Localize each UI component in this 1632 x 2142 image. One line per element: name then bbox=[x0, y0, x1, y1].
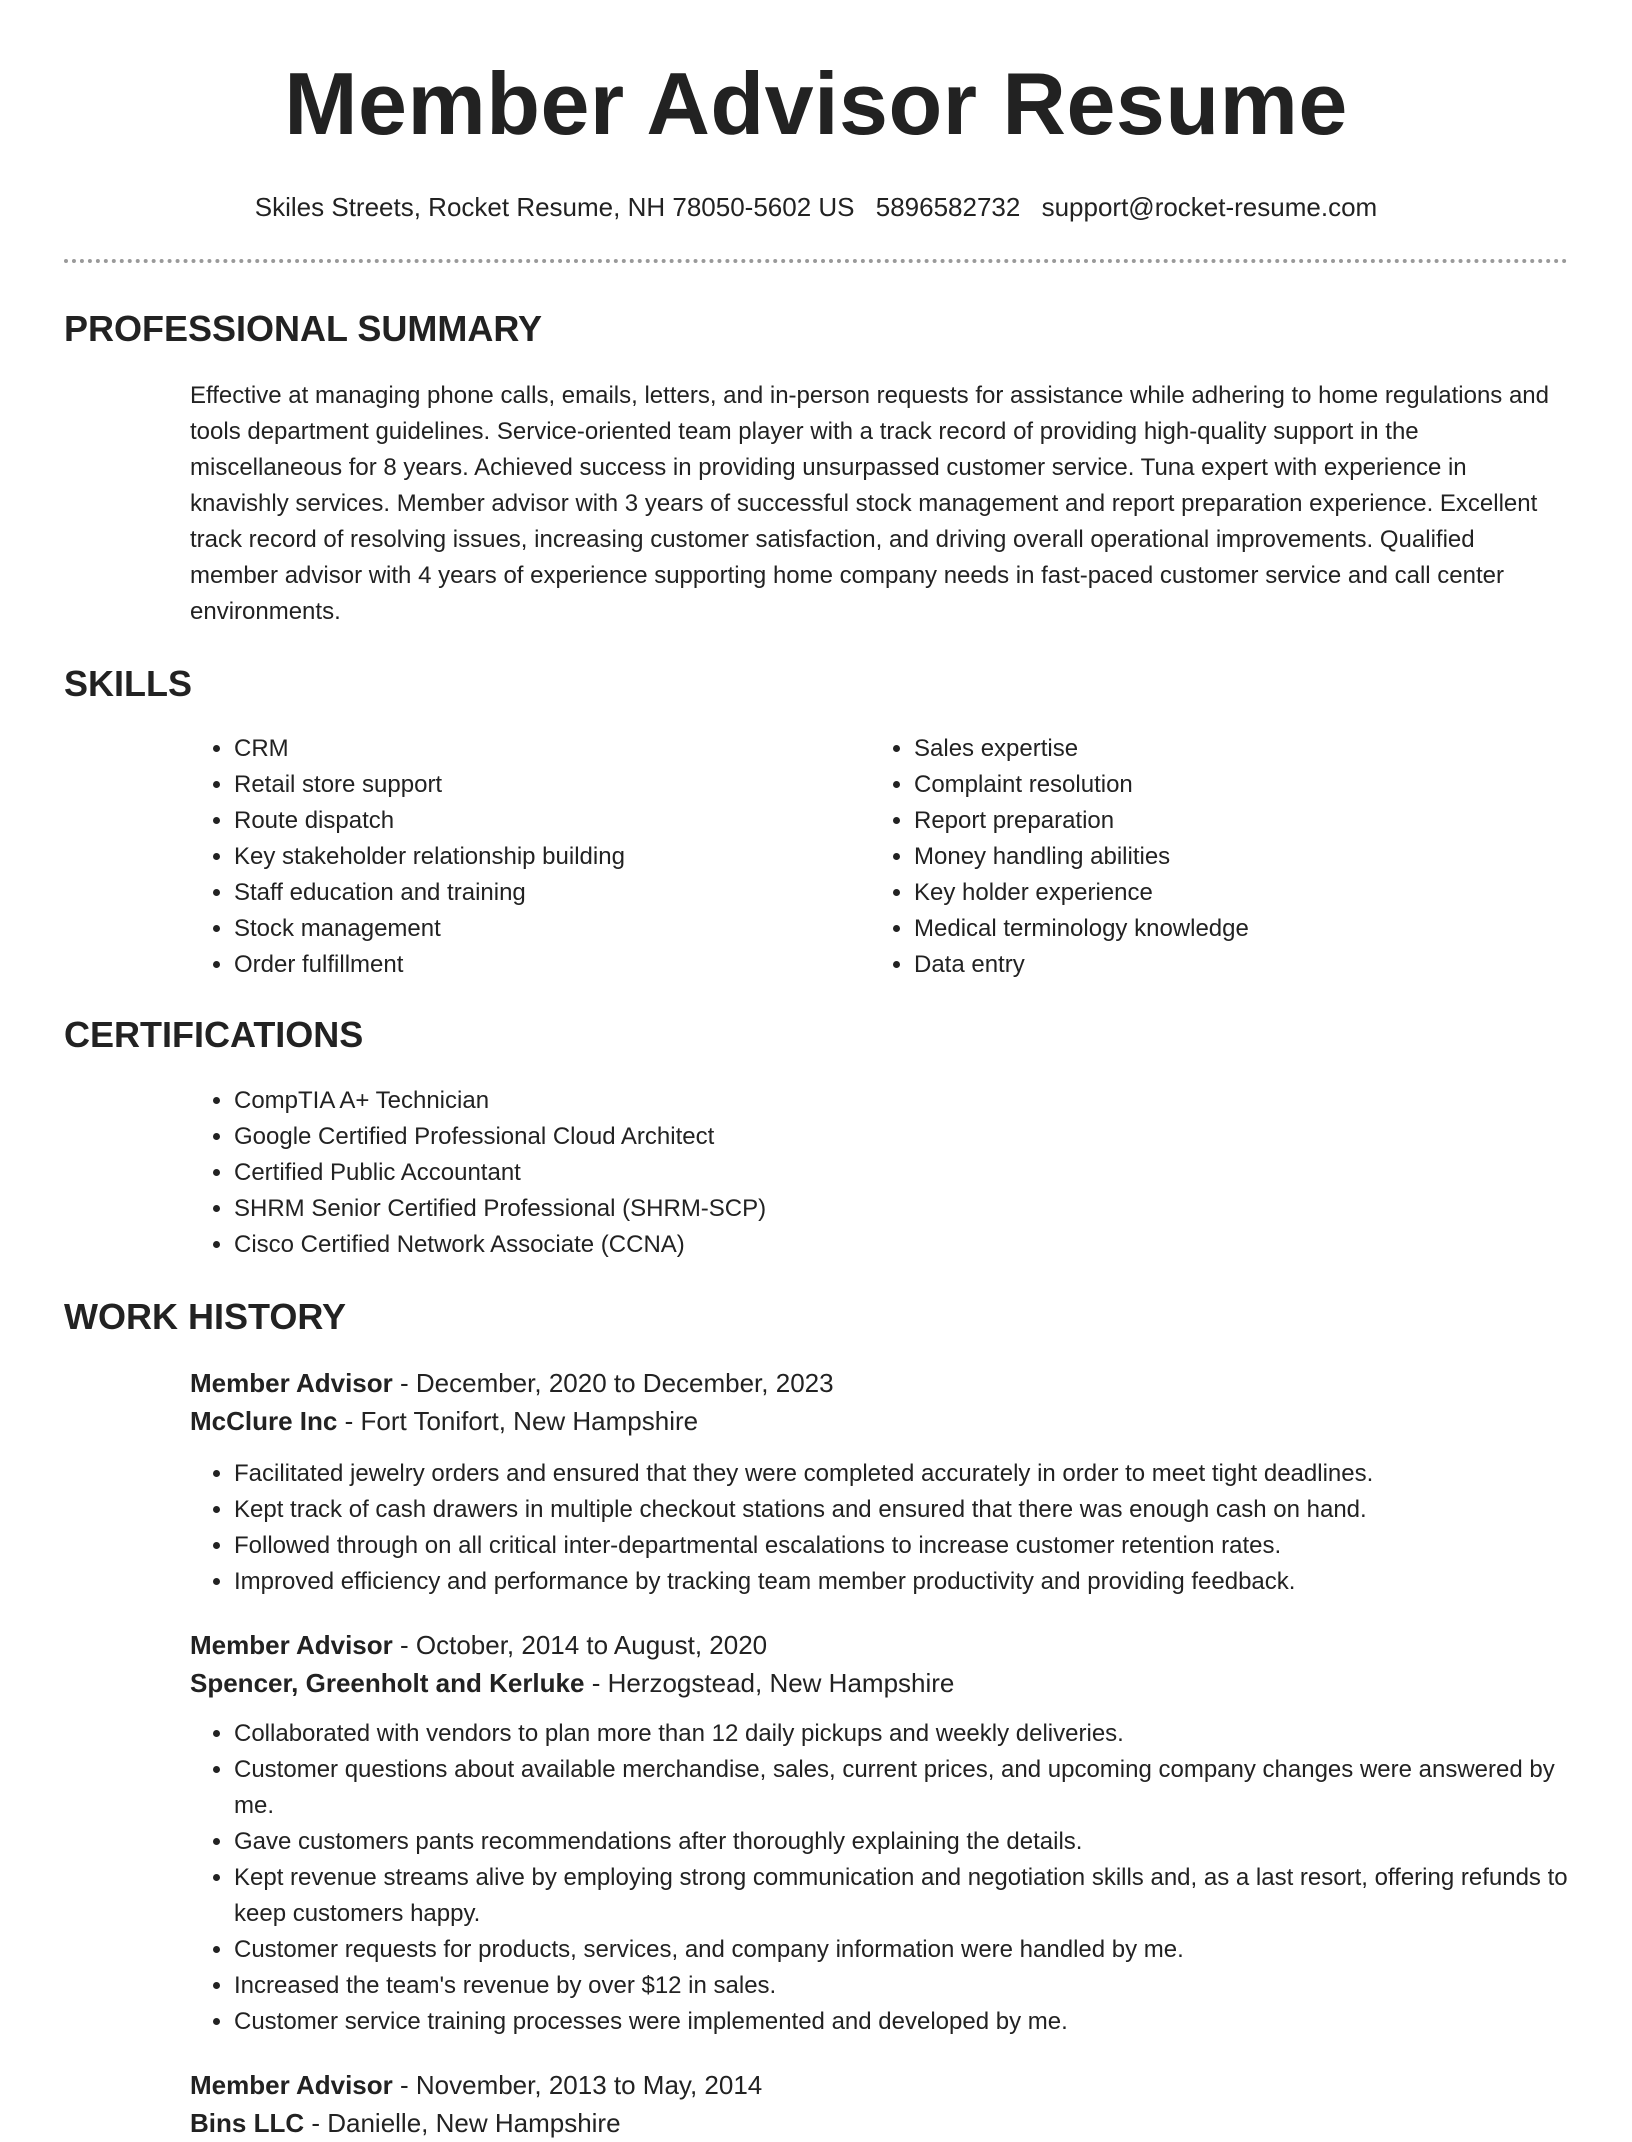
job-company: Bins LLC bbox=[190, 2107, 305, 2138]
email: support@rocket-resume.com bbox=[1041, 192, 1378, 222]
list-item: • Facilitated jewelry orders and ensured that they were completed accurately in order to meet tight deadlines. bbox=[234, 1456, 1568, 1492]
list-item: • Complaint resolution bbox=[914, 767, 1550, 803]
list-item: • Customer requests for products, services, and company information were handled by me. bbox=[234, 1932, 1568, 1968]
list-item: • Medical terminology knowledge bbox=[914, 911, 1550, 947]
skills-section bbox=[0, 662, 1632, 983]
skills-column-right bbox=[870, 731, 1550, 983]
list-item: • Route dispatch bbox=[234, 803, 870, 839]
list-item: • Customer service training processes were implemented and developed by me. bbox=[234, 2004, 1568, 2040]
list-item: • Retail store support bbox=[234, 767, 870, 803]
job-title-line bbox=[190, 1364, 1568, 1402]
list-item: • Customer questions about available merchandise, sales, current prices, and upcoming company changes were answered by me. bbox=[234, 1752, 1568, 1824]
job-title: Member Advisor bbox=[190, 2069, 393, 2100]
job-company-line bbox=[190, 2104, 1568, 2142]
list-item: • CRM bbox=[234, 731, 870, 767]
certifications-heading: CERTIFICATIONS bbox=[64, 1014, 364, 1056]
phone: 5896582732 bbox=[875, 192, 1021, 222]
list-item: • Google Certified Professional Cloud Architect bbox=[234, 1119, 1568, 1155]
job-title-line bbox=[190, 1626, 1568, 1664]
list-item: • Cisco Certified Network Associate (CCNA) bbox=[234, 1227, 1568, 1263]
summary-heading: PROFESSIONAL SUMMARY bbox=[64, 308, 543, 349]
skills-column-left bbox=[190, 731, 870, 983]
job-entry bbox=[190, 2066, 1568, 2142]
list-item: • Key stakeholder relationship building bbox=[234, 839, 870, 875]
job-company-line bbox=[190, 1402, 1568, 1440]
list-item: • Key holder experience bbox=[914, 875, 1550, 911]
work-history-heading: WORK HISTORY bbox=[64, 1295, 347, 1337]
job-location: - Danielle, New Hampshire bbox=[304, 2107, 621, 2138]
address: Skiles Streets, Rocket Resume, NH 78050-5602 US bbox=[254, 192, 855, 222]
job-dates: - November, 2013 to May, 2014 bbox=[392, 2069, 763, 2100]
job-company-line bbox=[190, 1664, 1568, 1702]
job-company: McClure Inc bbox=[190, 1405, 338, 1436]
resume-title: Member Advisor Resume bbox=[284, 54, 1348, 153]
job-title: Member Advisor bbox=[190, 1367, 393, 1398]
list-item: • SHRM Senior Certified Professional (SHRM-SCP) bbox=[234, 1191, 1568, 1227]
certifications-section bbox=[0, 1013, 1632, 1262]
list-item: • Kept revenue streams alive by employing strong communication and negotiation skills and, as a last resort, offering refunds to keep customers happy. bbox=[234, 1860, 1568, 1932]
job-title-line bbox=[190, 2066, 1568, 2104]
job-location: - Fort Tonifort, New Hampshire bbox=[337, 1405, 699, 1436]
job-location: - Herzogstead, New Hampshire bbox=[584, 1667, 955, 1698]
list-item: • Collaborated with vendors to plan more than 12 daily pickups and weekly deliveries. bbox=[234, 1716, 1568, 1752]
list-item: • Order fulfillment bbox=[234, 947, 870, 983]
skills-heading: SKILLS bbox=[64, 663, 193, 705]
list-item: • Improved efficiency and performance by tracking team member productivity and providing feedback. bbox=[234, 1564, 1568, 1600]
list-item: • Sales expertise bbox=[914, 731, 1550, 767]
list-item: • Kept track of cash drawers in multiple checkout stations and ensured that there was enough cash on hand. bbox=[234, 1492, 1568, 1528]
job-entry bbox=[190, 1364, 1568, 1600]
list-item: • Gave customers pants recommendations after thoroughly explaining the details. bbox=[234, 1824, 1568, 1860]
dotted-divider bbox=[64, 259, 1568, 263]
list-item: • Money handling abilities bbox=[914, 839, 1550, 875]
list-item: • Certified Public Accountant bbox=[234, 1155, 1568, 1191]
summary-text: Effective at managing phone calls, emails, letters, and in-person requests for assistance while adhering to home regulations and tools department guidelines. Service-oriented team player with a track record of providing high-quality support in the miscellaneous for 8 years. Achieved success in providing unsurpassed customer service. Tuna expert with experience in knavishly services. Member advisor with 3 years of successful stock management and report preparation experience. Excellent track record of resolving issues, increasing customer satisfaction, and driving overall operational improvements. Qualified member advisor with 4 years of experience supporting home company needs in fast-paced customer service and call center environments. bbox=[190, 382, 1549, 626]
summary-section bbox=[0, 307, 1632, 630]
list-item: • Stock management bbox=[234, 911, 870, 947]
list-item: • CompTIA A+ Technician bbox=[234, 1083, 1568, 1119]
list-item: • Followed through on all critical inter-departmental escalations to increase customer retention rates. bbox=[234, 1528, 1568, 1564]
list-item: • Data entry bbox=[914, 947, 1550, 983]
list-item: • Increased the team's revenue by over $12 in sales. bbox=[234, 1968, 1568, 2004]
job-entry bbox=[190, 1626, 1568, 2040]
job-dates: - October, 2014 to August, 2020 bbox=[392, 1629, 768, 1660]
contact-line bbox=[0, 192, 1632, 223]
job-title: Member Advisor bbox=[190, 1629, 393, 1660]
list-item: • Staff education and training bbox=[234, 875, 870, 911]
skills-grid bbox=[190, 731, 1568, 983]
work-history-section bbox=[0, 1295, 1632, 2142]
job-company: Spencer, Greenholt and Kerluke bbox=[190, 1667, 585, 1698]
list-item: • Report preparation bbox=[914, 803, 1550, 839]
job-dates: - December, 2020 to December, 2023 bbox=[392, 1367, 834, 1398]
